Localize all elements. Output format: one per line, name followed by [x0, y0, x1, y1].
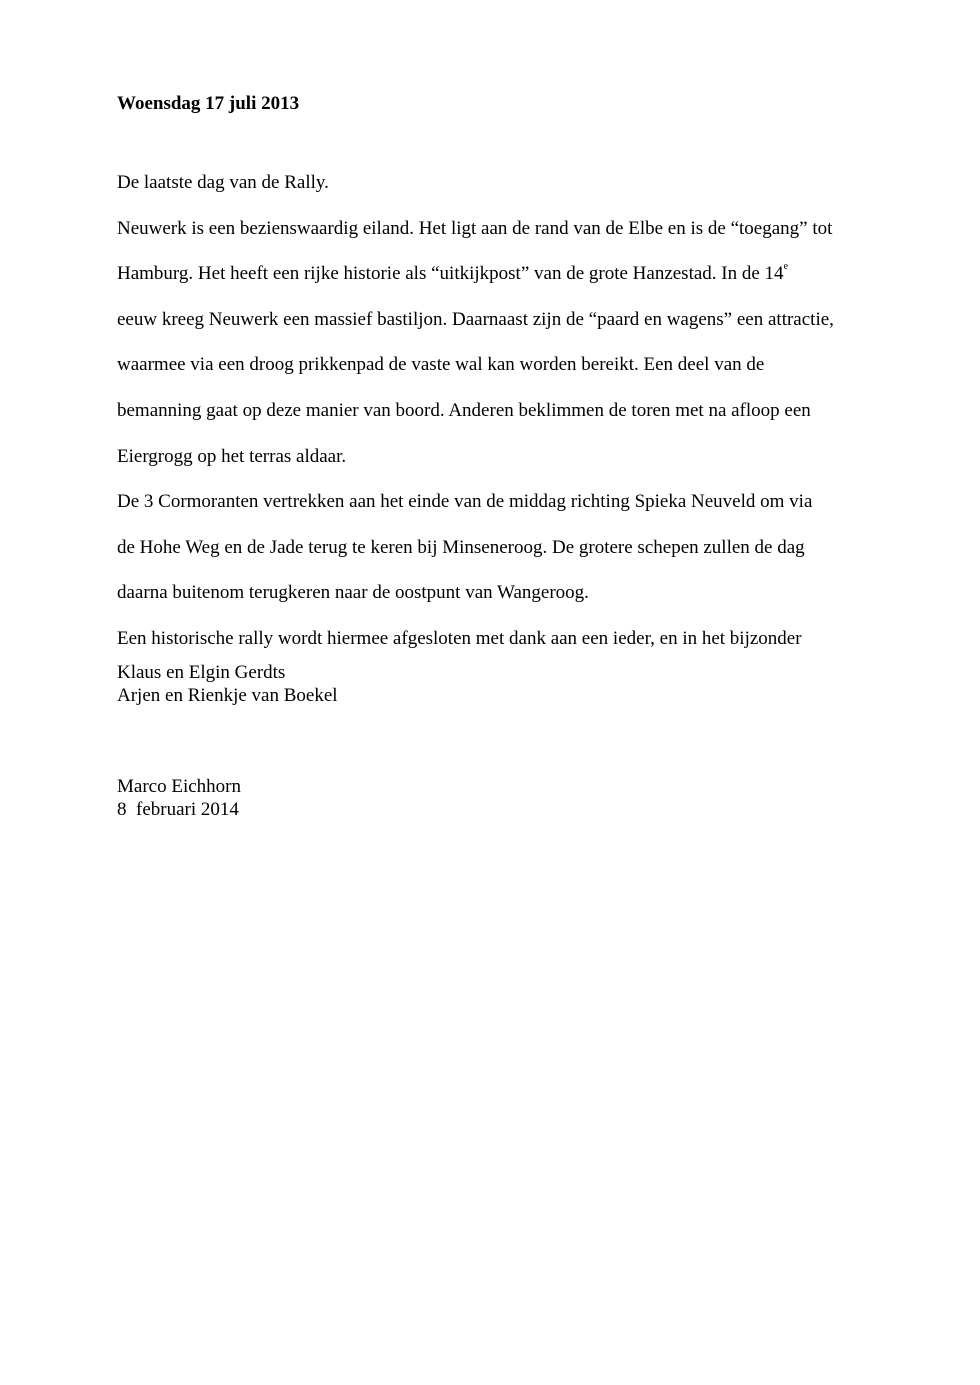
body-line: waarmee via een droog prikkenpad de vaste wal kan worden bereikt. Een deel van de	[117, 354, 765, 376]
body-line: De laatste dag van de Rally.	[117, 172, 329, 193]
body-line: eeuw kreeg Neuwerk een massief bastiljon. Daarnaast zijn de “paard en wagens” een attractie,	[117, 308, 834, 330]
document-heading: Woensdag 17 juli 2013	[117, 93, 300, 114]
signature-block	[117, 661, 338, 707]
body-line: De 3 Cormoranten vertrekken aan het einde van de middag richting Spieka Neuveld om via	[117, 491, 813, 513]
body-line-text: Hamburg. Het heeft een rijke historie als “uitkijkpost” van de grote Hanzestad. In de 14	[117, 263, 784, 285]
signature-line: Klaus en Elgin Gerdts	[117, 662, 286, 683]
body-line: Een historische rally wordt hiermee afgesloten met dank aan een ieder, en in het bijzonder	[117, 627, 802, 649]
author-name: Marco Eichhorn	[117, 776, 241, 797]
body-line: bemanning gaat op deze manier van boord. Anderen beklimmen de toren met na afloop een	[117, 399, 811, 421]
body-line: de Hohe Weg en de Jade terug te keren bij Minseneroog. De grotere schepen zullen de dag	[117, 536, 805, 558]
author-block	[117, 775, 241, 821]
ordinal-superscript: e	[783, 260, 789, 272]
body-line: daarna buitenom terugkeren naar de oostpunt van Wangeroog.	[117, 582, 589, 604]
document-body	[117, 160, 877, 662]
signature-line: Arjen en Rienkje van Boekel	[117, 685, 338, 706]
document-date: 8 februari 2014	[117, 799, 239, 820]
body-line: Eiergrogg op het terras aldaar.	[117, 445, 347, 467]
body-line	[117, 251, 877, 297]
body-line: Neuwerk is een bezienswaardig eiland. Het ligt aan de rand van de Elbe en is de “toegang” tot	[117, 217, 833, 239]
